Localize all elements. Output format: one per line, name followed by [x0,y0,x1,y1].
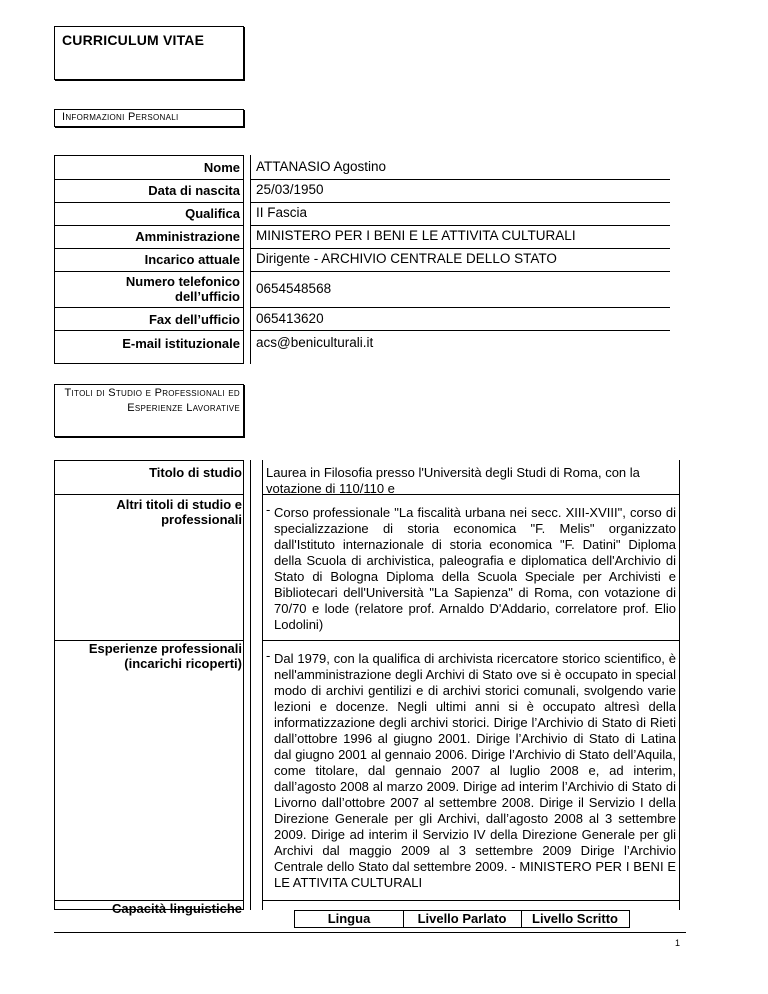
studies-labels-column [54,460,244,910]
row-divider [54,271,244,272]
label-esperienze: Esperienze professionali (incarichi ricoperti) [88,641,242,671]
value-fax: 065413620 [256,311,324,326]
bullet-dash: - [266,648,271,663]
value-telefono: 0654548568 [256,281,332,296]
page-number: 1 [674,938,680,948]
label-titolo-studio: Titolo di studio [149,465,242,480]
value-amministrazione: MINISTERO PER I BENI E LE ATTIVITA CULTURALI [256,228,576,243]
header-lingua: Lingua [295,911,404,927]
row-divider [54,202,244,203]
document-title: CURRICULUM VITAE [62,32,205,48]
footer-rule [54,932,686,933]
value-row-divider [250,179,670,180]
row-divider [54,225,244,226]
label-email: E-mail istituzionale [122,336,240,351]
header-livello-parlato: Livello Parlato [403,911,522,927]
value-data-nascita: 25/03/1950 [256,182,324,197]
value-row-divider [250,225,670,226]
value-esperienze: Dal 1979, con la qualifica di archivista ricercatore storico scientifico, è nell'amministrazione degli Archivi di Stato ove si è occupato in special modo di archivi gentilizi e di archivi storici comunali, svolgendo varie lezioni e docenze. Negli ultimi anni si è occupato altresì della informatizzazione degli archivi storici. Dirige l’Archivio di Stato di Rieti dall’ottobre 1996 al giugno 2001. Dirige l’Archivio di Stato di Latina dal giugno 2001 al gennaio 2006. Dirige l’Archivio di Stato dell’Aquila, come titolare, dal gennaio 2007 al luglio 2008 e, ad interim, dall’agosto 2008 al marzo 2009. Dirige ad interim l’Archivio di Stato di Livorno dall’ottobre 2007 al settembre 2008. Dirige il Servizio I della Direzione Generale per gli Archivi, dall’agosto 2008 al 3 settembre 2009. Dirige ad interim il Servizio IV della Direzione Generale per gli Archivi dal maggio 2009 al 3 settembre 2009 Dirige l’Archivio Centrale dello Stato dal settembre 2009. - MINISTERO PER I BENI E LE ATTIVITA CULTURALI [274,651,676,890]
row-divider [54,330,244,331]
column-divider [250,155,251,364]
header-livello-scritto: Livello Scritto [532,911,618,926]
row-divider [54,248,244,249]
bullet-dash: - [266,502,271,517]
value-email: acs@beniculturali.it [256,335,374,350]
value-qualifica: II Fascia [256,205,308,220]
value-titolo-studio: Laurea in Filosofia presso l'Università degli Studi di Roma, con la votazione di 110/110 e [266,465,640,496]
value-nome: ATTANASIO Agostino [256,159,387,174]
row-divider [54,179,244,180]
label-telefono: Numero telefonico dell’ufficio [125,274,240,304]
value-row-divider [250,330,670,331]
label-altri-titoli: Altri titoli di studio e professionali [116,497,242,527]
value-incarico: Dirigente - ARCHIVIO CENTRALE DELLO STATO [256,251,557,266]
row-divider [262,640,680,641]
section-studies-heading: Titoli di Studio e Professionali ed Esperienze Lavorative [64,387,240,414]
label-incarico: Incarico attuale [144,252,240,267]
label-nome: Nome [203,160,240,175]
label-qualifica: Qualifica [185,206,240,221]
column-border [679,460,680,910]
column-divider [262,460,263,910]
label-amministrazione: Amministrazione [135,229,240,244]
section-personal-heading: Informazioni Personali [62,111,179,123]
label-capacita-linguistiche: Capacità linguistiche [111,901,242,916]
column-divider [250,460,251,910]
row-divider [54,307,244,308]
value-row-divider [250,271,670,272]
row-divider [54,494,244,495]
row-divider [262,900,680,901]
value-row-divider [250,202,670,203]
value-row-divider [250,248,670,249]
languages-table-header [294,910,630,928]
value-altri-titoli: Corso professionale "La fiscalità urbana nei secc. XIII-XVIII", corso di specializzazione di storia economica "F. Melis" organizzato dall'Istituto internazionale di storia economica "F. Datini" Diploma della Scuola di archivistica, paleografia e diplomatica dell'Archivio di Stato di Bologna Diploma della Scuola Speciale per Archivisti e Bibliotecari dell'Università "La Sapienza" di Roma, con votazione di 70/70 e lode (relatore prof. Arnaldo D'Addario, correlatore prof. Elio Lodolini) [274,505,676,632]
label-data-nascita: Data di nascita [148,183,240,198]
value-row-divider [250,307,670,308]
label-fax: Fax dell’ufficio [148,312,240,327]
